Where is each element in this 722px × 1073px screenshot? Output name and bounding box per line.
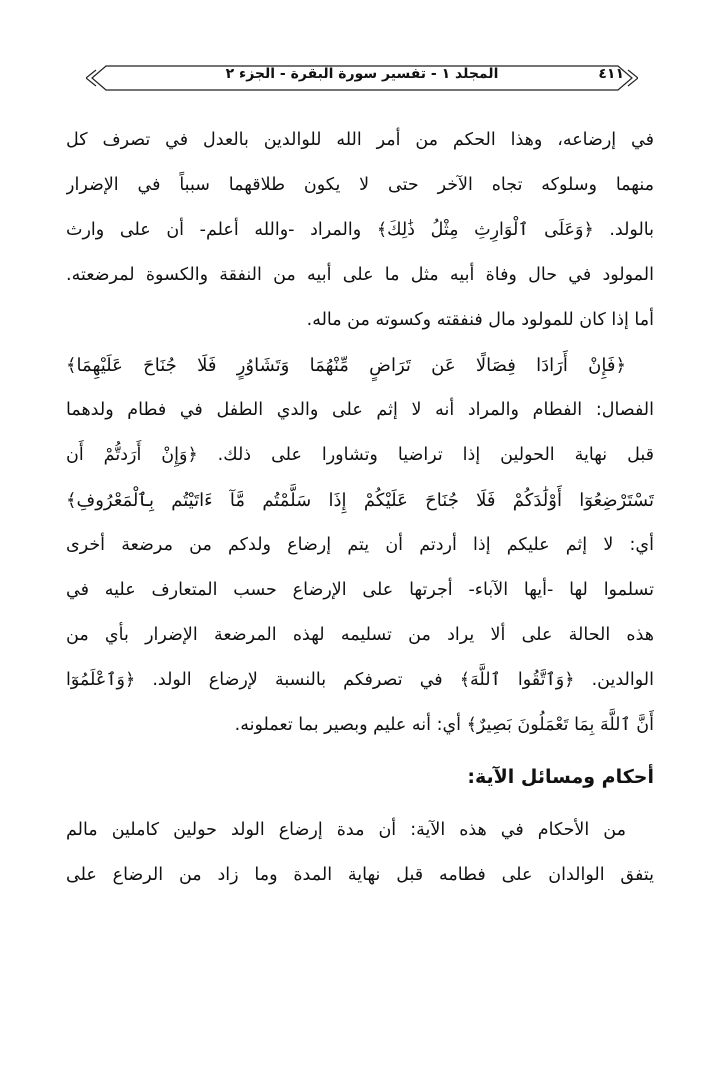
text-line: هذه الحالة على ألا يراد من تسليمه لهذه المرضعة الإضرار بأي من [66,625,654,645]
text-line: أما إذا كان للمولود مال فنفقته وكسوته من ماله. [306,310,654,330]
text-line: أي: لا إثم عليكم إذا أردتم أن يتم إرضاع ولدكم من مرضعة أخرى [66,535,654,555]
quran-verse-line: تَسْتَرْضِعُوٓا أَوْلَٰدَكُمْ فَلَا جُنَاحَ عَلَيْكُمْ إِذَا سَلَّمْتُم مَّآ ءَاتَيْتُم بِٱلْمَعْرُوفِ﴾ [66,490,654,511]
header-title: المجلد ١ - تفسير سورة البقرة - الجزء ٢ [225,66,499,82]
text-line: تسلموا لها -أيها الآباء- أجرتها على الإرضاع حسب المتعارف عليه في [66,580,654,600]
text-line: في إرضاعه، وهذا الحكم من أمر الله للوالدين بالعدل في تصرف كل [66,130,654,150]
text-line: من الأحكام في هذه الآية: أن مدة إرضاع الولد حولين كاملين مالم [66,820,626,840]
text-line: قبل نهاية الحولين إذا تراضيا وتشاورا على ذلك. ﴿وَإِنْ أَرَدتُّمْ أَن [66,445,654,465]
text-line: المولود في حال وفاة أبيه مثل ما على أبيه من النفقة والكسوة لمرضعته. [66,265,654,285]
page-body [66,118,654,898]
page-number: ٤١١ [598,66,624,82]
text-line: منهما وسلوكه تجاه الآخر حتى لا يكون طلاقهما سبباً في الإضرار [66,175,654,195]
text-line: بالولد. ﴿وَعَلَى ٱلْوَارِثِ مِثْلُ ذَٰلِكَ﴾ والمراد -والله أعلم- أن على وارث [66,220,654,240]
text-line: يتفق الوالدان على فطامه قبل نهاية المدة وما زاد من الرضاع على [66,865,654,885]
text-line: الفصال: الفطام والمراد أنه لا إثم على والدي الطفل في فطام ولدهما [66,400,654,420]
text-line: أَنَّ ٱللَّهَ بِمَا تَعْمَلُونَ بَصِيرٌ﴾ أي: أنه عليم وبصير بما تعملونه. [234,715,654,735]
running-header [86,64,638,92]
section-heading: أحكام ومسائل الآية: [467,766,654,788]
text-line: الوالدين. ﴿وَٱتَّقُوا ٱللَّهَ﴾ في تصرفكم بالنسبة لإرضاع الولد. ﴿وَٱعْلَمُوٓا [66,670,654,690]
quran-verse-line: ﴿فَإِنْ أَرَادَا فِصَالًا عَن تَرَاضٍ مِّنْهُمَا وَتَشَاوُرٍ فَلَا جُنَاحَ عَلَيْهِمَا﴾ [66,355,626,376]
